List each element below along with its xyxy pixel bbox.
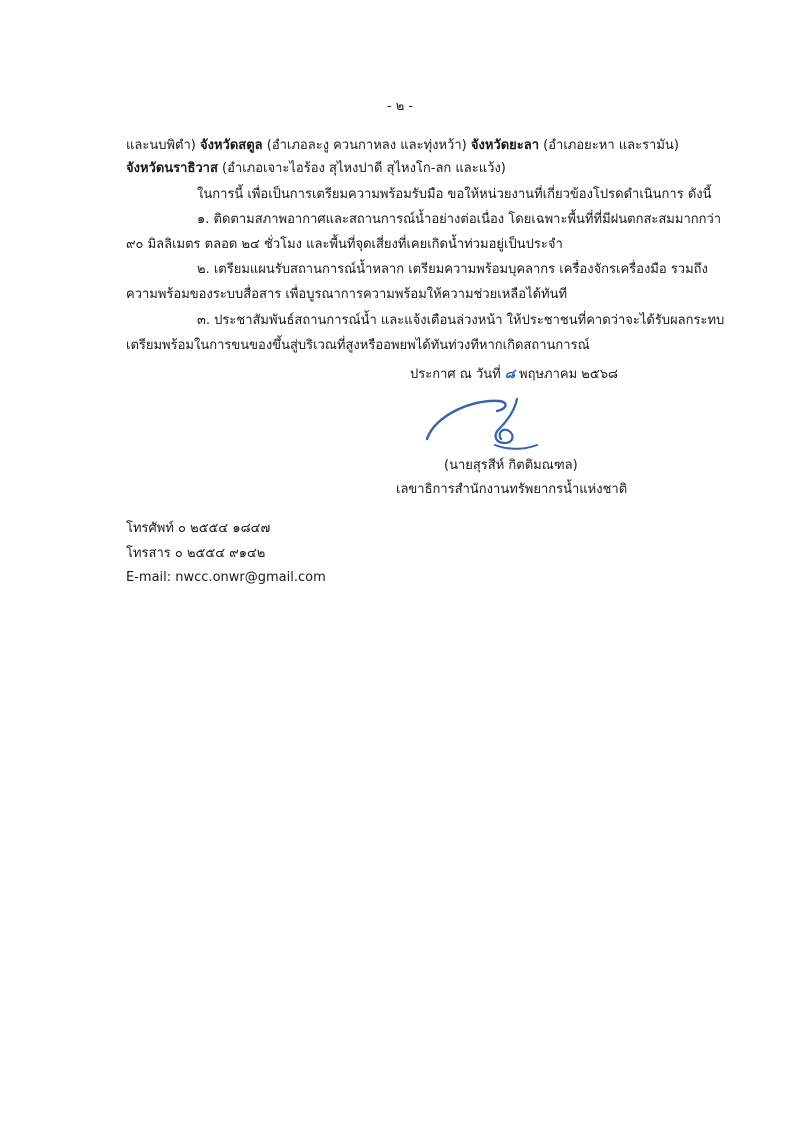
- signer-name: (นายสุรสีห์ กิตติมณฑล): [444, 458, 578, 473]
- text-segment: และนบพิตำ): [126, 138, 200, 153]
- text-segment: (อำเภอเจาะไอร้อง สุไหงปาดี สุไหงโก-ลก และแว้ง): [217, 161, 506, 176]
- item-1-line-2: ๙๐ มิลลิเมตร ตลอด ๒๔ ชั่วโมง และพื้นที่จุดเสี่ยงที่เคยเกิดน้ำท่วมอยู่เป็นประจำ: [126, 237, 563, 252]
- signer-position: เลขาธิการสำนักงานทรัพยากรน้ำแห่งชาติ: [396, 482, 628, 497]
- date-prefix: ประกาศ ณ วันที่: [410, 367, 505, 382]
- text-segment: (อำเภอยะหา และรามัน): [539, 138, 679, 153]
- body-line-2: [126, 159, 506, 179]
- province-satun: จังหวัดสตูล: [199, 138, 263, 153]
- item-2-line-2: ความพร้อมของระบบสื่อสาร เพื่อบูรณาการความพร้อมให้ความช่วยเหลือได้ทันที: [126, 287, 568, 302]
- announcement-date: [410, 365, 618, 385]
- item-1-line-1: ๑. ติดตามสภาพอากาศและสถานการณ์น้ำอย่างต่อเนื่อง โดยเฉพาะพื้นที่ที่มีฝนตกสะสมมากกว่า: [197, 212, 722, 227]
- contact-fax: โทรสาร ๐ ๒๕๕๔ ๙๑๔๒: [126, 546, 266, 561]
- page-number: - ๒ -: [386, 99, 414, 114]
- item-3-line-2: เตรียมพร้อมในการขนของขึ้นสู่บริเวณที่สูงหรืออพยพได้ทันท่วงทีหากเกิดสถานการณ์: [126, 338, 590, 353]
- signature-image: [425, 395, 545, 457]
- item-3-line-1: ๓. ประชาสัมพันธ์สถานการณ์น้ำ และแจ้งเตือนล่วงหน้า ให้ประชาชนที่คาดว่าจะได้รับผลกระทบ: [197, 313, 725, 328]
- province-narathiwat: จังหวัดนราธิวาส: [126, 161, 218, 176]
- handwritten-day: ๘: [504, 367, 515, 382]
- date-suffix: พฤษภาคม ๒๕๖๘: [514, 367, 618, 382]
- item-2-line-1: ๒. เตรียมแผนรับสถานการณ์น้ำหลาก เตรียมความพร้อมบุคลากร เครื่องจักรเครื่องมือ รวมถึง: [197, 262, 708, 277]
- province-yala: จังหวัดยะลา: [470, 138, 540, 153]
- text-segment: (อำเภอละงู ควนกาหลง และทุ่งหว้า): [262, 138, 471, 153]
- body-line-1: [126, 136, 679, 156]
- intro-paragraph: ในการนี้ เพื่อเป็นการเตรียมความพร้อมรับมือ ขอให้หน่วยงานที่เกี่ยวข้องโปรดดำเนินการ ดังนี้: [197, 187, 712, 202]
- contact-email: E-mail: nwcc.onwr@gmail.com: [126, 570, 326, 585]
- contact-phone: โทรศัพท์ ๐ ๒๕๕๔ ๑๘๔๗: [126, 521, 271, 536]
